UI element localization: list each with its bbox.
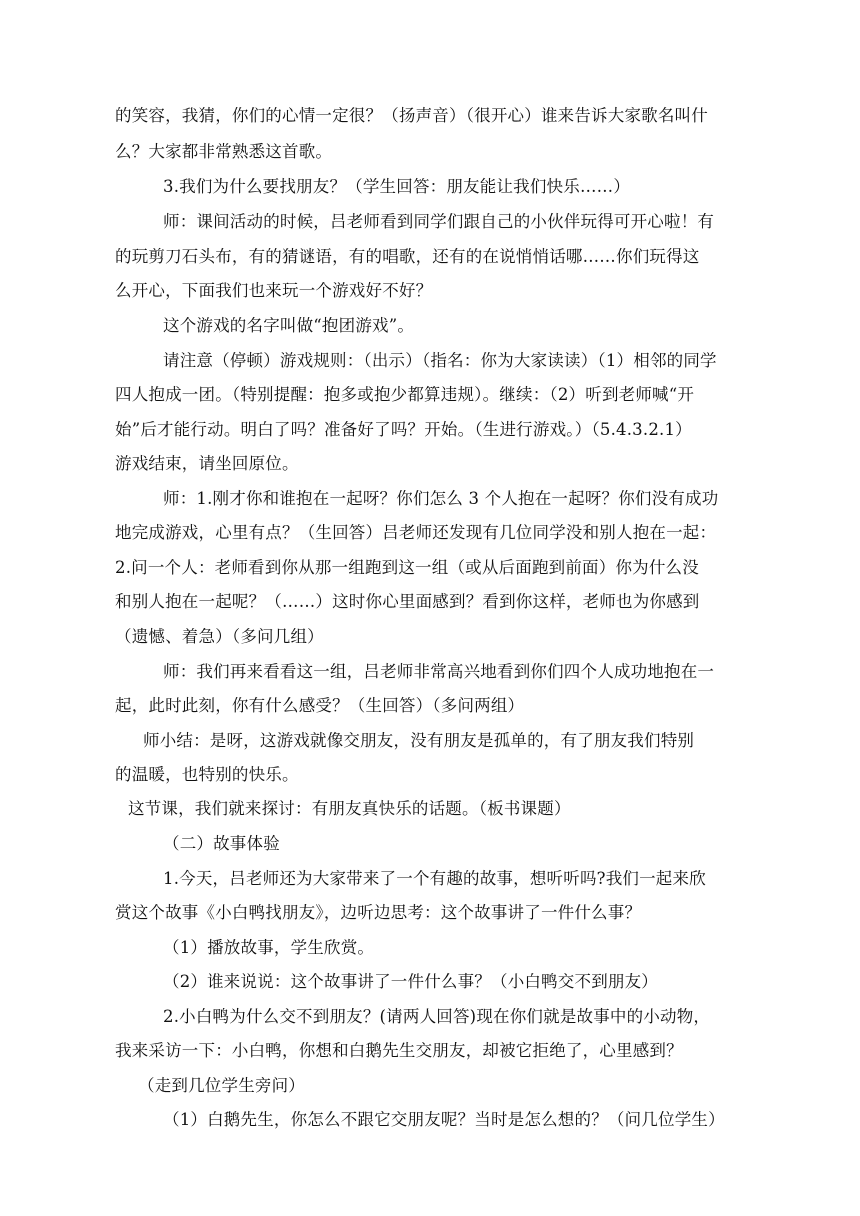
text-line: 起，此时此刻，你有什么感受？（生回答）（多问两组） [115,696,525,715]
text-line: 2.问一个人：老师看到你从那一组跑到这一组（或从后面跑到前面）你为什么没 [115,558,699,577]
text-line: 3.我们为什么要找朋友？（学生回答：朋友能让我们快乐……） [163,177,631,196]
text-line: （1）白鹅先生，你怎么不跟它交朋友呢？当时是怎么想的？（问几位学生） [163,1110,725,1129]
text-line: 始”后才能行动。明白了吗？准备好了吗？开始。（生进行游戏。）（5.4.3.2.1） [115,420,692,439]
text-line: 游戏结束，请坐回原位。 [115,454,299,473]
text-line: 1.今天，吕老师还为大家带来了一个有趣的故事，想听听吗?我们一起来欣 [163,869,706,888]
text-line: （1）播放故事，学生欣赏。 [163,938,375,957]
text-line: 和别人抱在一起呢？（……）这时你心里面感到？看到你这样，老师也为你感到 [115,592,700,611]
section-heading: （二）故事体验 [163,834,280,853]
text-line: 请注意（停顿）游戏规则：（出示）（指名：你为大家读读）（1）相邻的同学 [163,351,717,370]
text-line: 的温暖，也特别的快乐。 [115,765,299,784]
text-line: 师：课间活动的时候，吕老师看到同学们跟自己的小伙伴玩得可开心啦！有 [163,212,715,231]
text-line: 师：我们再来看看这一组，吕老师非常高兴地看到你们四个人成功地抱在一 [163,662,715,681]
text-line: 这节课，我们就来探讨：有朋友真快乐的话题。（板书课题） [128,799,571,818]
text-line: 这个游戏的名字叫做“抱团游戏”。 [163,316,415,335]
text-line: （遗憾、着急）（多问几组） [115,627,324,646]
text-line: 2.小白鸭为什么交不到朋友？(请两人回答)现在你们就是故事中的小动物， [163,1007,711,1026]
text-line: （2）谁来说说：这个故事讲了一件什么事？（小白鸭交不到朋友） [163,972,658,991]
text-line: 地完成游戏，心里有点？（生回答）吕老师还发现有几位同学没和别人抱在一起： [115,523,717,542]
text-line: 么？大家都非常熟悉这首歌。 [115,142,333,161]
text-line: （走到几位学生旁问） [138,1076,305,1095]
text-line: 么开心，下面我们也来玩一个游戏好不好？ [115,281,433,300]
text-line: 我来采访一下：小白鸭，你想和白鹅先生交朋友，却被它拒绝了，心里感到？ [115,1041,683,1060]
text-line: 师小结：是呀，这游戏就像交朋友，没有朋友是孤单的，有了朋友我们特别 [143,731,695,750]
text-line: 赏这个故事《小白鸭找朋友》，边听边思考：这个故事讲了一件什么事？ [115,903,642,922]
text-line: 四人抱成一团。（特别提醒：抱多或抱少都算违规）。继续：（2）听到老师喊“开 [115,385,695,404]
text-line: 师：1.刚才你和谁抱在一起呀？你们怎么 3 个人抱在一起呀？你们没有成功 [163,489,719,508]
text-line: 的玩剪刀石头布，有的猜谜语，有的唱歌，还有的在说悄悄话哪……你们玩得这 [115,247,700,266]
text-line: 的笑容，我猜，你们的心情一定很？（扬声音）（很开心）谁来告诉大家歌名叫什 [115,106,708,125]
